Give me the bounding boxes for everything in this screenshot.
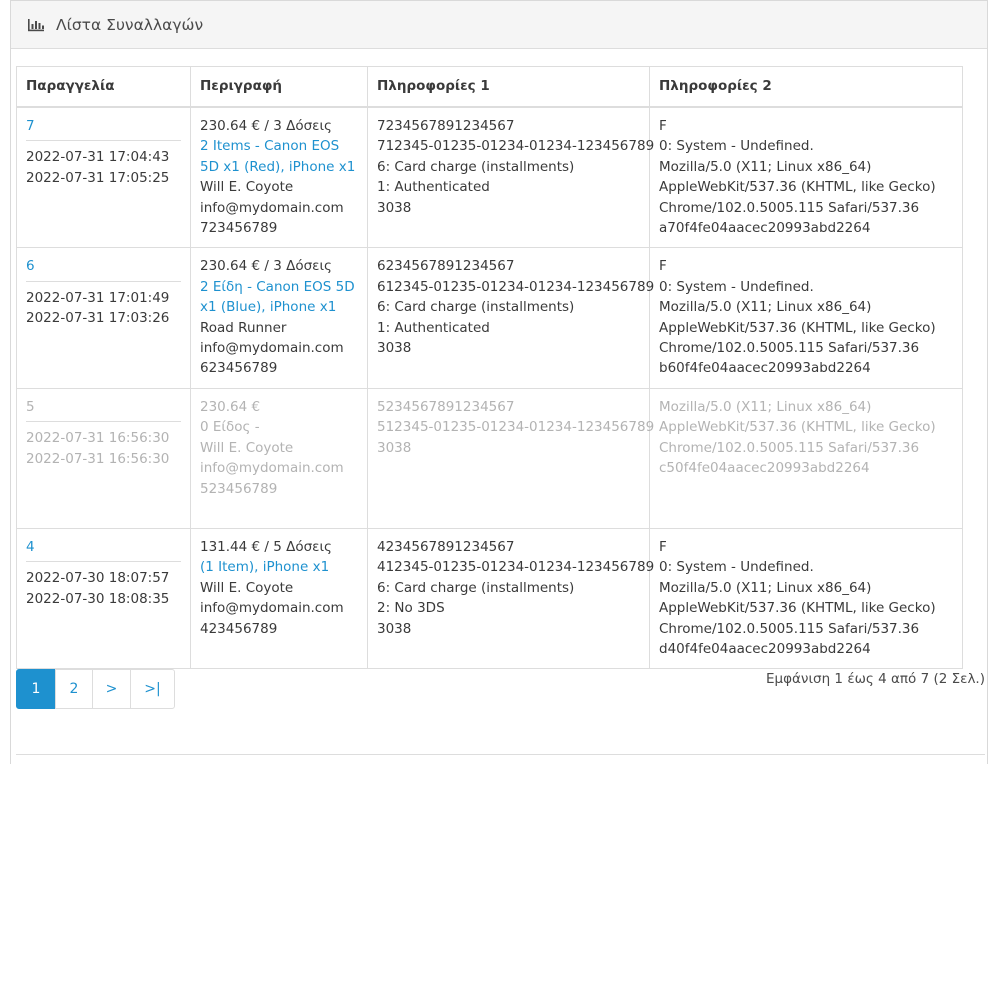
info-1-line: 4234567891234567	[377, 538, 515, 555]
info-2-line: Chrome/102.0.5005.115 Safari/537.36	[659, 340, 920, 357]
items-link[interactable]: 2 Items - Canon EOS 5D x1 (Red), iPhone x1	[200, 138, 356, 175]
info-1-line: 3038	[377, 439, 412, 456]
customer-name: Will E. Coyote	[200, 179, 294, 196]
order-cell	[17, 248, 191, 388]
info-2-line: Chrome/102.0.5005.115 Safari/537.36	[659, 199, 920, 216]
info-1-line: 3038	[377, 340, 412, 357]
info-1-line: 6234567891234567	[377, 258, 515, 275]
info-2-line: F	[659, 538, 667, 555]
info-2-line: c50f4fe04aacec20993abd2264	[659, 460, 870, 477]
customer-email: info@mydomain.com	[200, 340, 344, 357]
items-link[interactable]: (1 Item), iPhone x1	[200, 559, 330, 576]
amount: 230.64 € / 3 Δόσεις	[200, 118, 332, 134]
order-id-divider	[26, 116, 181, 141]
page-2-button[interactable]: 2	[55, 669, 93, 709]
order-id-divider	[26, 397, 181, 422]
order-id-link[interactable]: 7	[26, 118, 35, 134]
info-2-line: AppleWebKit/537.36 (KHTML, like Gecko)	[659, 319, 936, 336]
info-2-cell	[650, 248, 963, 388]
info-1-line: 6: Card charge (installments)	[377, 299, 575, 316]
order-cell	[17, 528, 191, 668]
table-row-disabled	[17, 388, 963, 528]
info-2-line: F	[659, 258, 667, 275]
bar-chart-icon	[27, 18, 45, 32]
info-1-cell	[368, 107, 655, 248]
info-2-line: Mozilla/5.0 (X11; Linux x86_64)	[659, 299, 872, 316]
order-id-link[interactable]: 4	[26, 538, 35, 555]
order-id-link[interactable]: 6	[26, 258, 35, 275]
info-2-line: Mozilla/5.0 (X11; Linux x86_64)	[659, 398, 872, 415]
info-1-line: 712345-01235-01234-01234-123456789	[377, 138, 655, 155]
customer-name: Will E. Coyote	[200, 439, 294, 456]
customer-email: info@mydomain.com	[200, 460, 344, 477]
column-header-info-2: Πληροφορίες 2	[650, 67, 963, 108]
info-2-line: F	[659, 118, 667, 134]
column-header-info-1: Πληροφορίες 1	[368, 67, 650, 108]
table-row	[17, 248, 963, 388]
pagination	[16, 669, 175, 709]
info-2-line: Mozilla/5.0 (X11; Linux x86_64)	[659, 579, 872, 596]
info-2-line: 0: System - Undefined.	[659, 138, 814, 155]
info-1-line: 412345-01235-01234-01234-123456789	[377, 559, 655, 576]
info-1-cell	[368, 388, 655, 528]
order-cell	[17, 107, 191, 248]
description-cell	[191, 388, 368, 528]
info-1-line: 3038	[377, 620, 412, 637]
amount: 131.44 € / 5 Δόσεις	[200, 538, 332, 555]
created-date: 2022-07-30 18:07:57	[26, 570, 170, 587]
info-1-line: 1: Authenticated	[377, 319, 490, 336]
info-1-line: 5234567891234567	[377, 398, 515, 415]
info-2-cell	[650, 107, 963, 248]
order-id-divider	[26, 256, 181, 281]
info-2-cell	[650, 528, 963, 668]
info-2-line: AppleWebKit/537.36 (KHTML, like Gecko)	[659, 600, 936, 617]
info-2-line: b60f4fe04aacec20993abd2264	[659, 360, 871, 377]
info-2-line: Chrome/102.0.5005.115 Safari/537.36	[659, 439, 920, 456]
panel-heading	[11, 1, 987, 49]
customer-name: Will E. Coyote	[200, 579, 294, 596]
customer-email: info@mydomain.com	[200, 199, 344, 216]
info-2-line: AppleWebKit/537.36 (KHTML, like Gecko)	[659, 179, 936, 196]
description-cell	[191, 528, 368, 668]
page-title: Λίστα Συναλλαγών	[56, 15, 204, 34]
info-1-line: 1: Authenticated	[377, 179, 490, 196]
column-header-order: Παραγγελία	[17, 67, 191, 108]
info-1-line: 6: Card charge (installments)	[377, 579, 575, 596]
amount: 230.64 €	[200, 398, 261, 415]
created-date: 2022-07-31 16:56:30	[26, 430, 170, 447]
table-row	[17, 107, 963, 248]
info-1-line: 7234567891234567	[377, 118, 515, 134]
table-header-row	[17, 67, 963, 108]
info-2-line: d40f4fe04aacec20993abd2264	[659, 640, 871, 657]
info-1-cell	[368, 248, 655, 388]
created-date: 2022-07-31 17:04:43	[26, 149, 170, 166]
customer-email: info@mydomain.com	[200, 600, 344, 617]
results-summary: Εμφάνιση 1 έως 4 από 7 (2 Σελ.)	[766, 671, 985, 687]
info-1-cell	[368, 528, 655, 668]
created-date: 2022-07-31 17:01:49	[26, 289, 170, 306]
updated-date: 2022-07-30 18:08:35	[26, 590, 170, 607]
next-page-button[interactable]: >	[92, 669, 131, 709]
order-id: 5	[26, 398, 35, 415]
divider	[16, 754, 985, 755]
customer-phone: 423456789	[200, 620, 278, 637]
page-1-button[interactable]: 1	[16, 669, 56, 709]
info-2-line: Chrome/102.0.5005.115 Safari/537.36	[659, 620, 920, 637]
table-row	[17, 528, 963, 668]
info-2-line: 0: System - Undefined.	[659, 559, 814, 576]
customer-phone: 723456789	[200, 220, 278, 237]
updated-date: 2022-07-31 17:03:26	[26, 310, 170, 327]
customer-phone: 523456789	[200, 480, 278, 497]
info-1-line: 6: Card charge (installments)	[377, 158, 575, 175]
description-cell	[191, 248, 368, 388]
amount: 230.64 € / 3 Δόσεις	[200, 258, 332, 275]
info-2-cell	[650, 388, 963, 528]
info-2-line: AppleWebKit/537.36 (KHTML, like Gecko)	[659, 419, 936, 436]
updated-date: 2022-07-31 17:05:25	[26, 169, 170, 186]
transactions-table	[16, 66, 963, 669]
updated-date: 2022-07-31 16:56:30	[26, 450, 170, 467]
column-header-description: Περιγραφή	[191, 67, 368, 108]
items-link[interactable]: 2 Είδη - Canon EOS 5D x1 (Blue), iPhone x1	[200, 278, 355, 316]
info-2-line: a70f4fe04aacec20993abd2264	[659, 220, 871, 237]
order-id-divider	[26, 537, 181, 562]
info-1-line: 612345-01235-01234-01234-123456789	[377, 278, 655, 295]
info-2-line: Mozilla/5.0 (X11; Linux x86_64)	[659, 158, 872, 175]
description-cell	[191, 107, 368, 248]
customer-name: Road Runner	[200, 319, 287, 336]
info-1-line: 512345-01235-01234-01234-123456789	[377, 419, 655, 436]
info-1-line: 2: No 3DS	[377, 600, 445, 617]
last-page-button[interactable]: >|	[130, 669, 175, 709]
info-2-line: 0: System - Undefined.	[659, 278, 814, 295]
info-1-line: 3038	[377, 199, 412, 216]
order-cell	[17, 388, 191, 528]
customer-phone: 623456789	[200, 360, 278, 377]
items-text: 0 Είδος -	[200, 419, 260, 436]
